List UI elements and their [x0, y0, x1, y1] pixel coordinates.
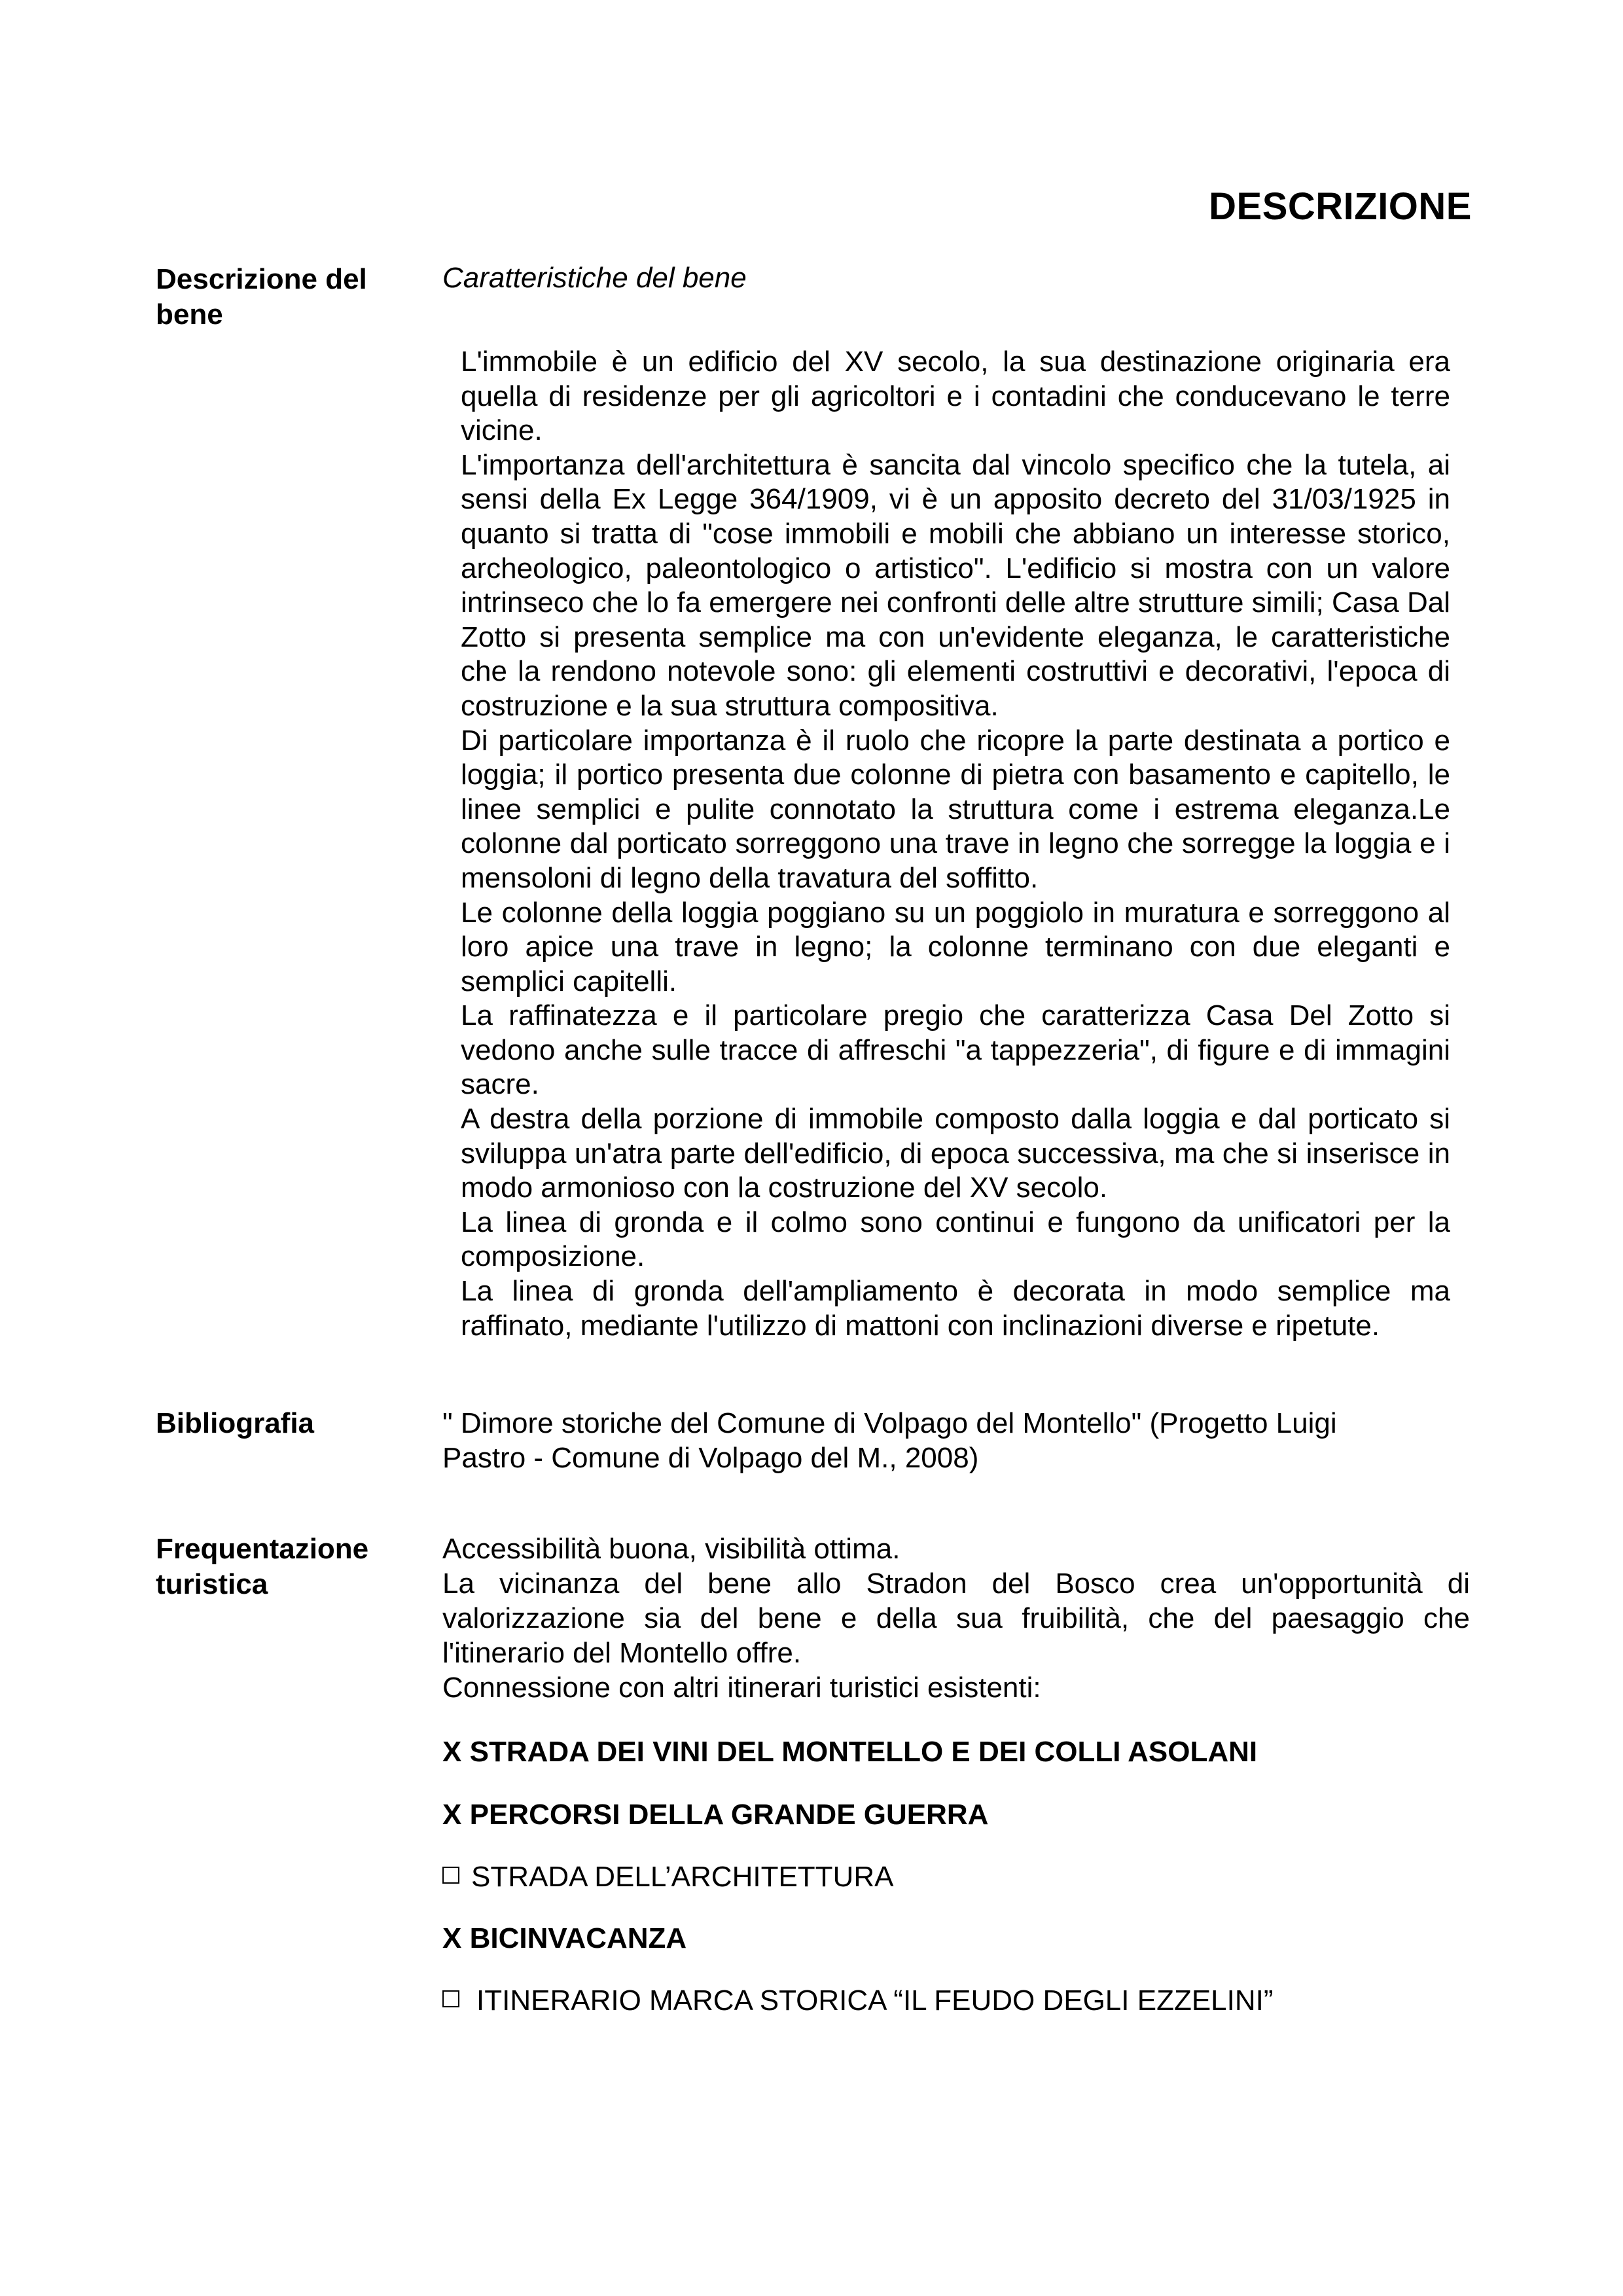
route-label: PERCORSI DELLA GRANDE GUERRA [469, 1799, 989, 1831]
description-paragraph: Di particolare importanza è il ruolo che ricopre la parte destinata a portico e loggia; il portico presenta due colonne di pietra con basamento e capitello, le linee semplici e pulite connotato la struttura come i estrema eleganza.Le colonne dal porticato sorreggono una trave in legno che sorregge la loggia e i mensoloni di legno della travatura del soffitto. [461, 724, 1450, 894]
label-frequentazione-turistica: Frequentazione turistica [156, 1533, 369, 1600]
route-item [442, 1736, 1257, 1768]
description-paragraph: La linea di gronda e il colmo sono continui e fungono da unificatori per la composizione. [461, 1206, 1450, 1273]
description-paragraph: A destra della porzione di immobile composto dalla loggia e dal porticato si sviluppa un'atra parte dell'edificio, di epoca successiva, ma che si inserisce in modo armonioso con la costruzione del XV secolo. [461, 1103, 1450, 1204]
route-check-mark: X [442, 1799, 462, 1831]
route-check-mark: X [442, 1922, 462, 1954]
description-paragraph: Le colonne della loggia poggiano su un poggiolo in muratura e sorreggono al loro apice una trave in legno; la colonne terminano con due eleganti e semplici capitelli. [461, 896, 1450, 997]
description-body [461, 345, 1450, 1343]
description-paragraph: La linea di gronda dell'ampliamento è decorata in modo semplice ma raffinato, mediante l'utilizzo di mattoni con inclinazioni diverse e ripetute. [461, 1275, 1450, 1342]
label-bibliografia: Bibliografia [156, 1407, 315, 1439]
bibliography-line: " Dimore storiche del Comune di Volpago del Montello" (Progetto Luigi [442, 1407, 1337, 1439]
route-item [442, 1799, 988, 1831]
route-label: STRADA DEI VINI DEL MONTELLO E DEI COLLI ASOLANI [469, 1736, 1258, 1768]
tourism-line: La vicinanza del bene allo Stradon del Bosco crea un'opportunità di valorizzazione sia del bene e della sua fruibilità, che del paesaggio che l'itinerario del Montello offre. [442, 1568, 1470, 1669]
route-label: ITINERARIO MARCA STORICA “IL FEUDO DEGLI EZZELINI” [476, 1984, 1274, 2017]
route-check-mark: X [442, 1736, 462, 1768]
tourism-line: Connessione con altri itinerari turistici esistenti: [442, 1672, 1041, 1704]
subheading-caratteristiche: Caratteristiche del bene [442, 262, 747, 294]
description-paragraph: L'immobile è un edificio del XV secolo, la sua destinazione originaria era quella di residenze per gli agricoltori e i contadini che conducevano le terre vicine. [461, 346, 1450, 447]
description-paragraph: La raffinatezza e il particolare pregio che caratterizza Casa Del Zotto si vedono anche sulle tracce di affreschi "a tappezzeria", di figure e di immagini sacre. [461, 999, 1450, 1101]
route-item [442, 1861, 893, 1893]
tourism-text [442, 1532, 1470, 1705]
empty-checkbox-icon [442, 1867, 459, 1884]
route-label: STRADA DELL’ARCHITETTURA [471, 1861, 894, 1893]
bibliography-text [442, 1406, 1470, 1475]
page-title: DESCRIZIONE [1209, 185, 1472, 228]
route-label: BICINVACANZA [469, 1922, 687, 1954]
route-item [442, 1922, 687, 1955]
description-paragraph: L'importanza dell'architettura è sancita dal vincolo specifico che la tutela, ai sensi della Ex Legge 364/1909, vi è un apposito decreto del 31/03/1925 in quanto si tratta di "cose immobili e mobili che abbiano un interesse storico, archeologico, paleontologico o artistico". L'edificio si mostra con un valore intrinseco che lo fa emergere nei confronti delle altre strutture simili; Casa Dal Zotto si presenta semplice ma con un'evidente eleganza, le caratteristiche che la rendono notevole sono: gli elementi costruttivi e decorativi, l'epoca di costruzione e la sua struttura compositiva. [461, 448, 1450, 722]
tourism-line: Accessibilità buona, visibilità ottima. [442, 1533, 901, 1565]
bibliography-line: Pastro - Comune di Volpago del M., 2008) [442, 1442, 979, 1474]
empty-checkbox-icon [442, 1990, 459, 2007]
route-item [442, 1984, 1274, 2017]
label-descrizione-del-bene: Descrizione del bene [156, 263, 367, 331]
